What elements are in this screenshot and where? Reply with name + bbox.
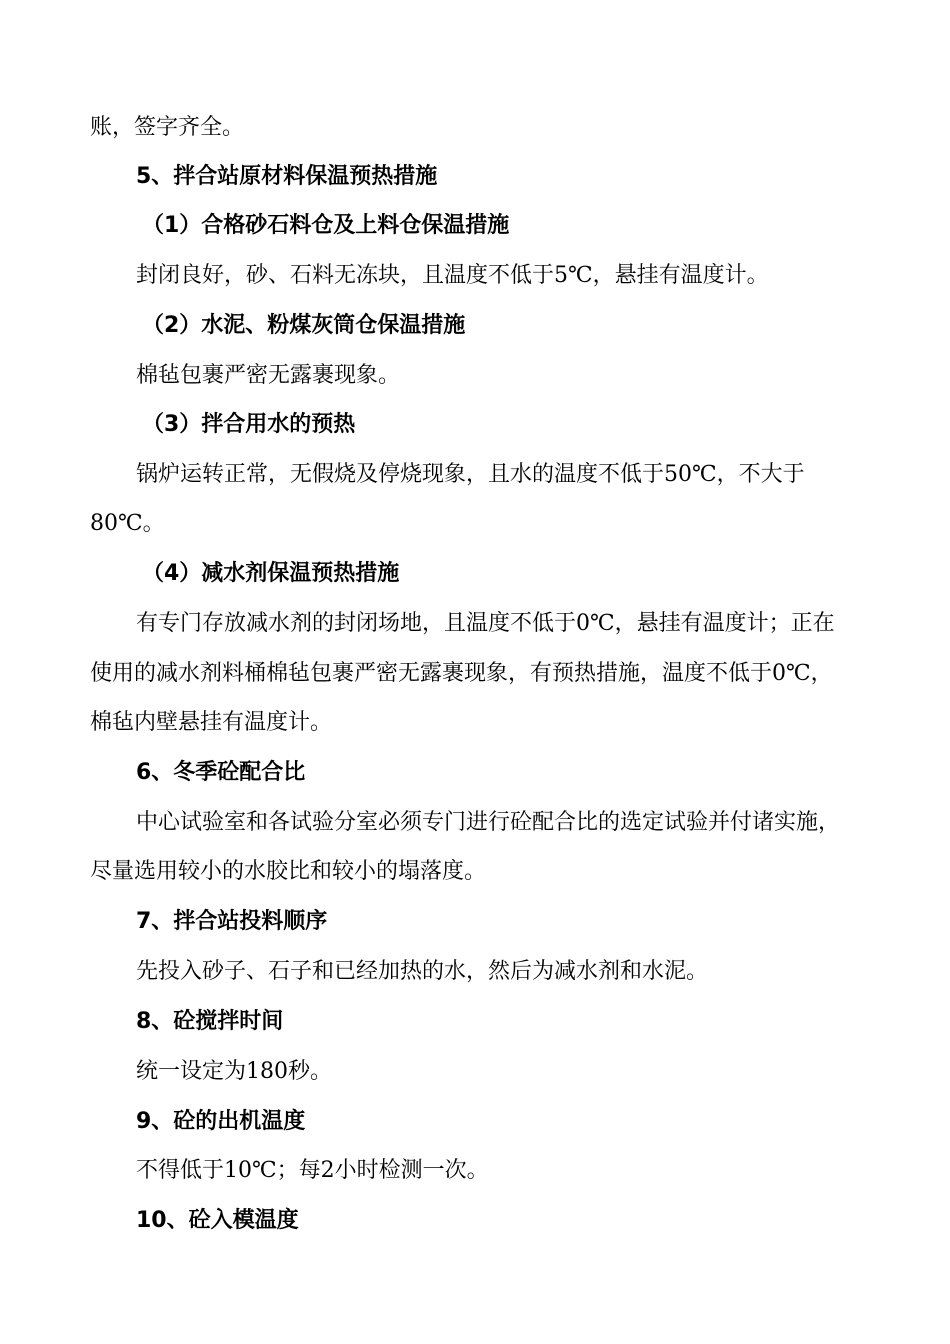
section-heading: 8、砼搅拌时间 <box>136 1009 284 1034</box>
text-line: 使用的减水剂料桶棉毡包裹严密无露裹现象，有预热措施，温度不低于0℃， <box>90 661 833 686</box>
text-line: 先投入砂子、石子和已经加热的水，然后为减水剂和水泥。 <box>136 959 709 984</box>
subsection-heading: （3）拌合用水的预热 <box>142 412 356 437</box>
section-heading: 7、拌合站投料顺序 <box>136 909 328 934</box>
text-line: 账，签字齐全。 <box>90 115 245 140</box>
text-line: 封闭良好，砂、石料无冻块，且温度不低于5℃，悬挂有温度计。 <box>136 263 769 288</box>
section-heading: 9、砼的出机温度 <box>136 1109 306 1134</box>
text-line: 有专门存放减水剂的封闭场地，且温度不低于0℃，悬挂有温度计；正在 <box>136 611 835 636</box>
text-line: 尽量选用较小的水胶比和较小的塌落度。 <box>90 859 487 884</box>
text-line: 不得低于10℃；每2小时检测一次。 <box>136 1158 489 1183</box>
subsection-heading: （4）减水剂保温预热措施 <box>142 561 400 586</box>
text-line: 80℃。 <box>90 511 165 536</box>
section-heading: 5、拌合站原材料保温预热措施 <box>136 164 438 189</box>
subsection-heading: （2）水泥、粉煤灰筒仓保温措施 <box>142 313 466 338</box>
text-line: 棉毡内壁悬挂有温度计。 <box>90 710 333 735</box>
text-line: 统一设定为180秒。 <box>136 1059 332 1084</box>
section-heading: 10、砼入模温度 <box>136 1208 299 1233</box>
subsection-heading: （1）合格砂石料仓及上料仓保温措施 <box>142 213 510 238</box>
section-heading: 6、冬季砼配合比 <box>136 760 306 785</box>
text-line: 锅炉运转正常，无假烧及停烧现象，且水的温度不低于50℃，不大于 <box>136 462 805 487</box>
text-line: 中心试验室和各试验分室必须专门进行砼配合比的选定试验并付诸实施， <box>136 810 841 835</box>
text-line: 棉毡包裹严密无露裹现象。 <box>136 363 401 388</box>
